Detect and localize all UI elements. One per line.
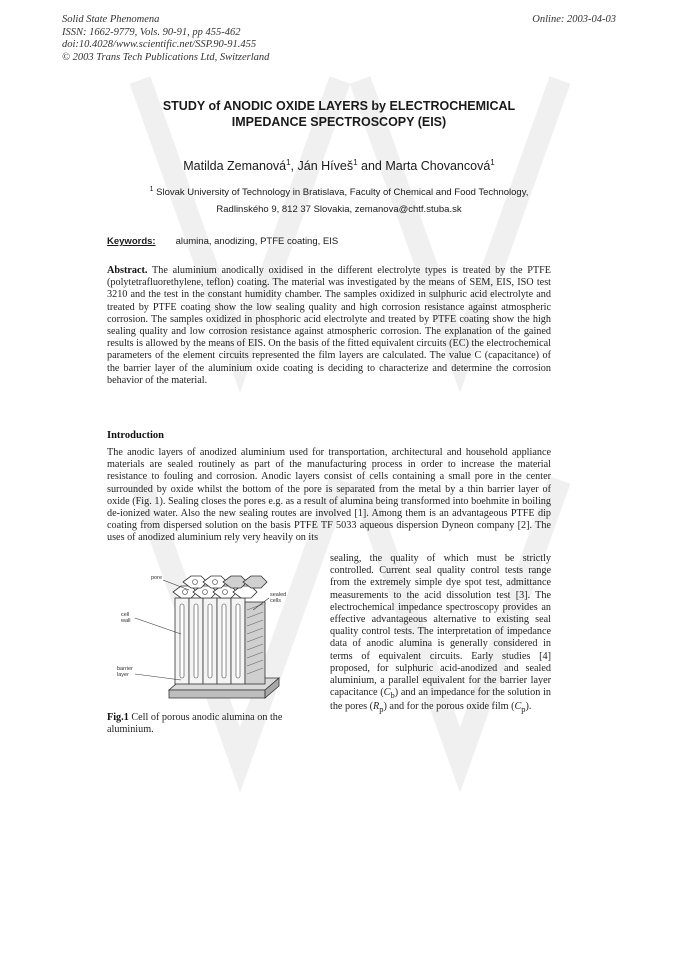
keywords [107,236,338,247]
label-wall: wall [121,618,131,624]
author-3: Marta Chovancová [385,159,491,174]
label-cells: cells [270,598,282,604]
paper-title [62,98,616,130]
affiliation-line-1 [62,181,616,201]
introduction-paragraph: The anodic layers of anodized aluminium used for transportation, architectural and household appliance materials are sealed routinely as part of the manufacturing process in order to increase the material resistance to fouling and corrosion. Anodic layers consist of cells containing a small pore in the center surrounded by oxide whilst the bottom of the pore is separated from the metal by a thin barrier layer of oxide (Fig. 1). Sealing closes the pores e.g. as a result of alumina being transformed into boehmite in boiling de-ionized water. Also the new sealing routes are involved [1]. Among them is an advantageous PTFE dip coating from dispersed solution on the basis PTFE TF 5033 aqueous dispersion Dyneon company [2]. The uses of anodized aluminium rely very heavily on its [107,447,551,544]
author-1: Matilda Zemanová [183,159,287,174]
doi-line[interactable]: doi:10.4028/www.scientific.net/SSP.90-91.455 [62,39,257,50]
journal-name: Solid State Phenomena [62,14,160,25]
author-2-affil: 1 [353,158,358,167]
publication-info [62,14,269,64]
label-pore: pore [151,575,163,581]
label-layer: layer [117,672,129,678]
figure-caption [107,712,317,736]
affiliation-line-2: Radlinského 9, 812 37 Slovakia, zemanova@chtf.stuba.sk [216,204,462,216]
author-list [62,158,616,173]
affiliation-marker: 1 [149,186,154,193]
rp-symbol: R [373,701,380,713]
introduction-heading: Introduction [107,430,164,441]
author-3-affil: 1 [490,158,495,167]
abstract-label: Abstract. [107,265,148,276]
online-date: Online: 2003-04-03 [532,14,616,25]
affiliation-text: Slovak University of Technology in Bratislava, Faculty of Chemical and Food Technology, [156,187,529,199]
anodic-alumina-cell-diagram [107,570,317,705]
cb-subscript: b [390,690,395,701]
figure-label: Fig.1 [107,712,129,723]
rp-subscript: p [379,704,384,715]
introduction-right-column [330,553,551,716]
author-separator: , [290,159,298,174]
abstract-text: The aluminium anodically oxidised in the different electrolyte types is treated by the PTFE (polytetrafluorethylene, teflon) coating. The material was investigated by the means of SEM, EIS, ISO test 3210 and the test in the constant humidity chamber. The samples oxidized in sulphuric acid electrolyte and treated by PTFE coating show the low sealing quality and high corrosion resistance against atmospheric corrosion. The samples oxidized in phosphoric acid electrolyte and treated by PTFE coating show the high sealing quality and low corrosion resistance against atmospheric corrosion. The explanation of the gained results is allowed by the means of EIS. On the basis of the fitted equivalent circuits (EC) the electrochemical parameters of the element circuits represented the film layers are calculated. The value C (capacitance) of the barrier layer of the aluminium oxide coating is deciding to characterize and determine the corrosion behavior of the material. [107,265,551,386]
keywords-label: Keywords: [107,236,156,247]
label-sealed: sealed [270,592,287,598]
right-column-text-3: ) and for the porous oxide film ( [383,701,515,713]
label-barrier: barrier [117,666,133,672]
keywords-text: alumina, anodizing, PTFE coating, EIS [175,236,339,247]
issn-line: ISSN: 1662-9779, Vols. 90-91, pp 455-462 [62,26,241,38]
cp-symbol: C [514,701,522,713]
right-column-text: sealing, the quality of which must be strictly controlled. Current seal quality control tests range from the extremely simple dye spot test, admittance measurements to the acid dissolution test [3]. The electrochemical impedance spectroscopy provides an effective advantageous alternative to existing seal quality control tests. The interpretation of impedance data of anodic alumina is generally considered in terms of equivalent circuits. Early studies [4] proposed, for sulphuric acid-anodized and sealed aluminium, a parallel equivalent for the barrier layer capacitance ( [330,553,551,699]
right-column-text-2: ) and an impedance for the solution in the pores ( [330,687,551,713]
title-line-2: IMPEDANCE SPECTROSCOPY (EIS) [231,115,447,129]
author-1-affil: 1 [286,158,291,167]
abstract [107,265,551,387]
affiliation [62,181,616,218]
figure-caption-text: Cell of porous anodic alumina on the aluminium. [107,712,283,736]
copyright-line: © 2003 Trans Tech Publications Ltd, Switzerland [62,51,270,63]
author-2: Ján Híveš [297,159,354,174]
right-column-text-end: ). [525,701,532,713]
title-line-1: STUDY of ANODIC OXIDE LAYERS by ELECTROCHEMICAL [162,99,516,113]
cb-symbol: C [383,687,391,699]
author-separator: and [357,159,386,174]
cp-subscript: p [521,704,526,715]
label-cell: cell [121,612,130,618]
